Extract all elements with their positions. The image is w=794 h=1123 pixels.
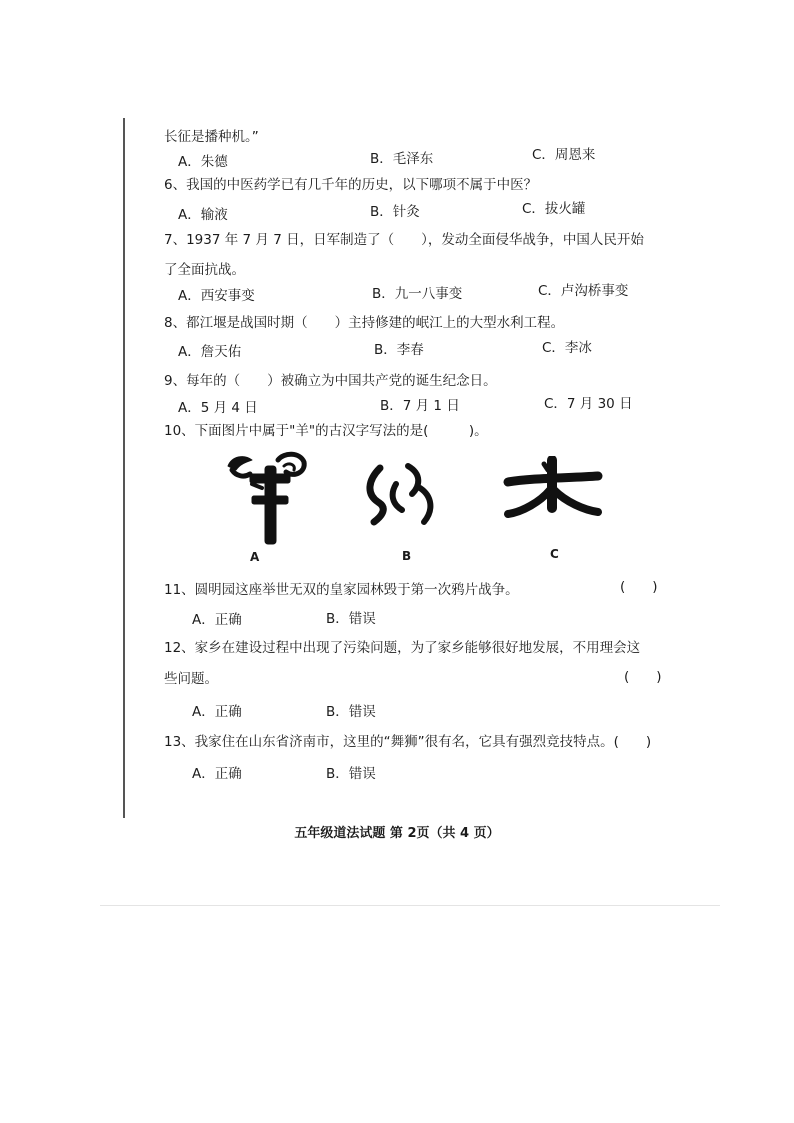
q5-option-a: A．朱德 — [178, 154, 228, 170]
q11-answer-paren: ( ) — [620, 579, 658, 595]
q6-option-c: C．拔火罐 — [522, 201, 586, 217]
q9-option-b: B．7 月 1 日 — [380, 398, 460, 414]
q13-question: 13、我家住在山东省济南市，这里的“舞狮”很有名，它具有强烈竞技特点。( ) — [164, 734, 652, 750]
ancient-glyph-a-image — [222, 448, 314, 546]
q7-question-line1: 7、1937 年 7 月 7 日，日军制造了（ ），发动全面侵华战争，中国人民开始 — [164, 232, 644, 248]
q11-option-a: A．正确 — [192, 612, 242, 628]
q7-option-b: B．九一八事变 — [372, 286, 463, 302]
q9-option-a: A．5 月 4 日 — [178, 400, 258, 416]
page-bottom-divider — [100, 905, 720, 906]
page-margin-line — [123, 118, 125, 818]
q6-question: 6、我国的中医药学已有几千年的历史，以下哪项不属于中医？ — [164, 177, 538, 193]
ancient-glyph-b-image — [362, 460, 442, 530]
q12-answer-paren: ( ) — [624, 669, 662, 685]
q10-question: 10、下面图片中属于"羊"的古汉字写法的是( )。 — [164, 423, 488, 439]
q13-option-a: A．正确 — [192, 766, 242, 782]
q7-option-c: C．卢沟桥事变 — [538, 283, 629, 299]
q10-label-b: B — [402, 549, 412, 563]
q12-question-line1: 12、家乡在建设过程中出现了污染问题，为了家乡能够很好地发展，不用理会这 — [164, 640, 641, 656]
q9-option-c: C．7 月 30 日 — [544, 396, 633, 412]
q6-option-a: A．输液 — [178, 207, 228, 223]
q8-question: 8、都江堰是战国时期（ ）主持修建的岷江上的大型水利工程。 — [164, 315, 565, 331]
q5-option-b: B．毛泽东 — [370, 151, 434, 167]
q5-option-c: C．周恩来 — [532, 147, 596, 163]
q9-question: 9、每年的（ ）被确立为中国共产党的诞生纪念日。 — [164, 373, 497, 389]
q11-option-b: B．错误 — [326, 611, 376, 627]
q10-label-c: C — [550, 547, 559, 561]
q13-option-b: B．错误 — [326, 766, 376, 782]
q6-option-b: B．针灸 — [370, 204, 420, 220]
q12-option-a: A．正确 — [192, 704, 242, 720]
q8-option-a: A．詹天佑 — [178, 344, 242, 360]
q7-option-a: A．西安事变 — [178, 288, 255, 304]
ancient-glyph-c-image — [500, 456, 604, 524]
q8-option-b: B．李春 — [374, 342, 424, 358]
q5-tail: 长征是播种机。” — [164, 129, 259, 145]
q10-label-a: A — [250, 550, 260, 564]
q11-question: 11、圆明园这座举世无双的皇家园林毁于第一次鸦片战争。 — [164, 582, 519, 598]
q12-option-b: B．错误 — [326, 704, 376, 720]
q7-question-line2: 了全面抗战。 — [164, 262, 245, 278]
q8-option-c: C．李冰 — [542, 340, 592, 356]
q12-question-line2: 些问题。 — [164, 671, 218, 687]
page-footer: 五年级道法试题 第 2页（共 4 页） — [294, 826, 500, 841]
